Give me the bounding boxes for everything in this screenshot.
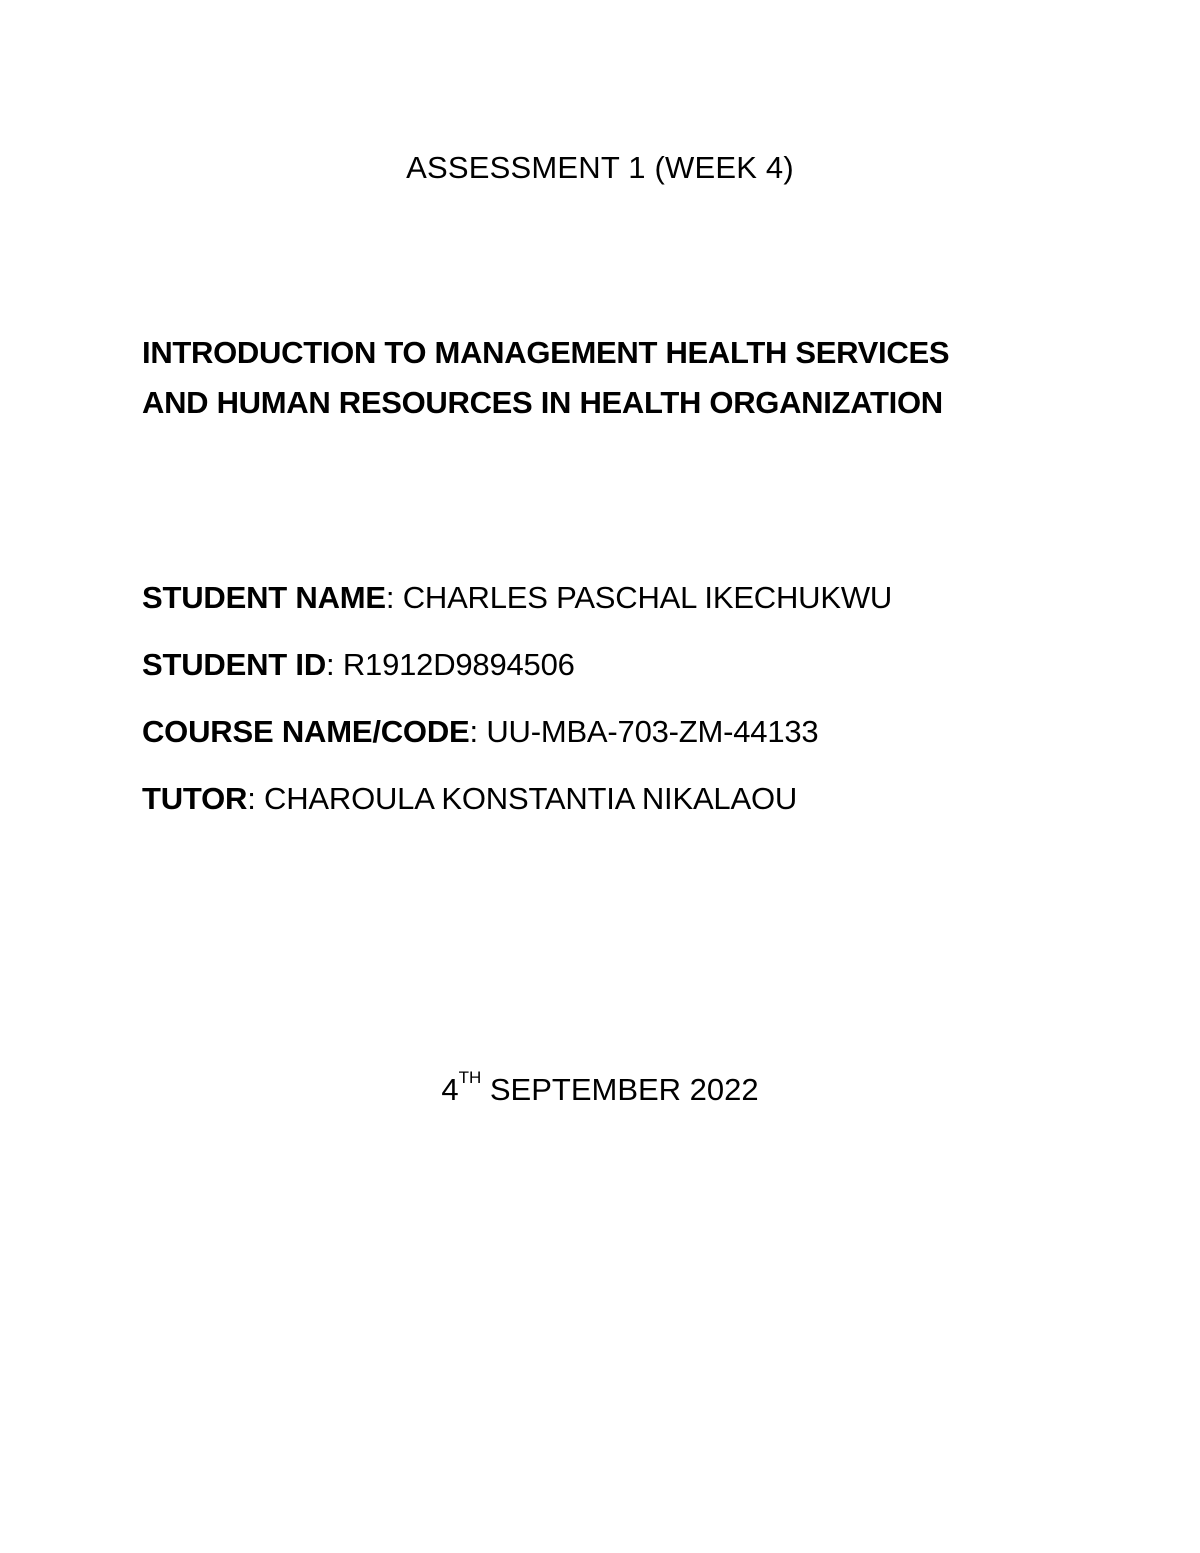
student-name-separator: : bbox=[385, 580, 403, 615]
assessment-title: ASSESSMENT 1 (WEEK 4) bbox=[406, 150, 794, 185]
student-name-value: CHARLES PASCHAL IKECHUKWU bbox=[402, 580, 893, 615]
student-id-label: STUDENT ID bbox=[142, 647, 327, 682]
course-code-separator: : bbox=[469, 714, 487, 749]
course-code-label: COURSE NAME/CODE bbox=[142, 714, 470, 749]
date-day: 4 bbox=[441, 1072, 459, 1107]
student-id-separator: : bbox=[326, 647, 343, 682]
student-id-value: R1912D9894506 bbox=[342, 647, 575, 682]
student-id-row bbox=[142, 647, 575, 683]
student-name-row bbox=[142, 580, 892, 616]
tutor-separator: : bbox=[247, 781, 265, 816]
tutor-label: TUTOR bbox=[142, 781, 248, 816]
date-month-year: SEPTEMBER 2022 bbox=[481, 1072, 759, 1107]
course-title bbox=[142, 328, 1102, 428]
date-ordinal-suffix: TH bbox=[458, 1068, 482, 1087]
course-title-line-2: AND HUMAN RESOURCES IN HEALTH ORGANIZATION bbox=[142, 385, 943, 420]
submission-date bbox=[0, 1068, 1200, 1108]
tutor-value: CHAROULA KONSTANTIA NIKALAOU bbox=[264, 781, 798, 816]
student-name-label: STUDENT NAME bbox=[142, 580, 386, 615]
course-code-value: UU-MBA-703-ZM-44133 bbox=[486, 714, 819, 749]
course-code-row bbox=[142, 714, 818, 750]
course-title-line-1: INTRODUCTION TO MANAGEMENT HEALTH SERVICES bbox=[142, 335, 950, 370]
tutor-row bbox=[142, 781, 797, 817]
